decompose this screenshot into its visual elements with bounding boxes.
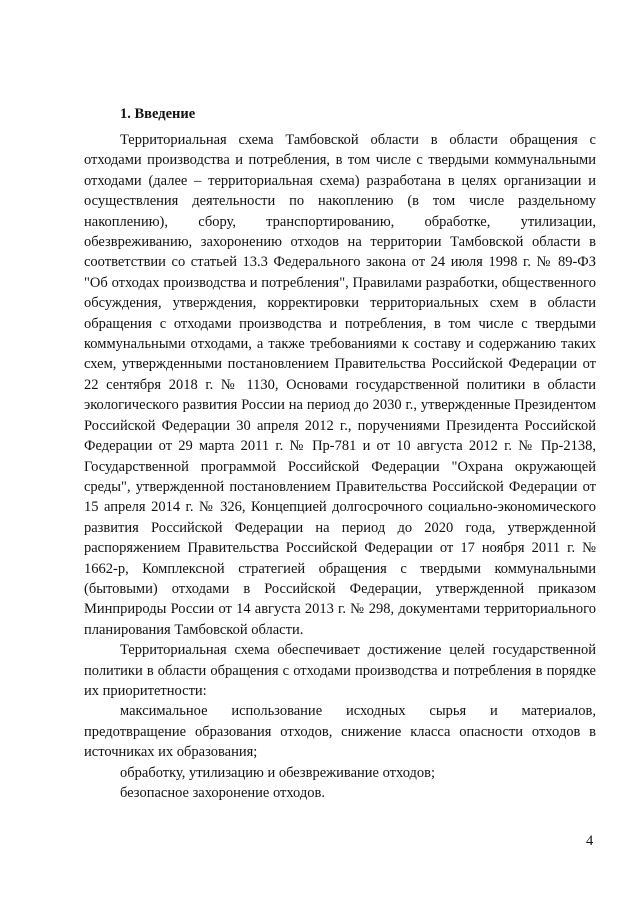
goals-paragraph: Территориальная схема обеспечивает достижение целей государственной политики в области обращения с отходами производства и потребления в порядке их приоритетности:	[84, 642, 596, 699]
document-page	[84, 104, 596, 803]
list-item: обработку, утилизацию и обезвреживание отходов;	[120, 764, 436, 781]
list-item: максимальное использование исходных сырья и материалов, предотвращение образования отходов, снижение класса опасности отходов в источниках их образования;	[84, 703, 596, 761]
intro-paragraph: Территориальная схема Тамбовской области в области обращения с отходами производства и потребления, в том числе с твердыми коммунальными отходами (далее – территориальная схема) разработана в целях организации и осуществления деятельности по накоплению (в том числе раздельному накоплению), сбору, транспортированию, обработке, утилизации, обезвреживанию, захоронению отходов на территории Тамбовской области в соответствии со статьей 13.3 Федерального закона от 24 июля 1998 г. № 89-ФЗ "Об отходах производства и потребления", Правилами разработки, общественного обсуждения, утверждения, корректировки территориальных схем в области обращения с отходами производства и потребления, в том числе с твердыми коммунальными отходами, а также требованиями к составу и содержанию таких схем, утвержденными постановлением Правительства Российской Федерации от 22 сентября 2018 г. № 1130, Основами государственной политики в области экологического развития России на период до 2030 г., утвержденные Президентом Российской Федерации 30 апреля 2012 г., поручениями Президента Российской Федерации от 29 марта 2011 г. № Пр-781 и от 10 августа 2012 г. № Пр-2138, Государственной программой Российской Федерации "Охрана окружающей среды", утвержденной постановлением Правительства Российской Федерации от 15 апреля 2014 г. № 326, Концепцией долгосрочного социально-экономического развития Российской Федерации на период до 2020 года, утвержденной распоряжением Правительства Российской Федерации от 17 ноября 2011 г. № 1662-р, Комплексной стратегией обращения с твердыми коммунальными (бытовыми) отходами в Российской Федерации, утвержденной приказом Минприроды России от 14 августа 2013 г. № 298, документами территориального планирования Тамбовской области.	[84, 132, 596, 638]
list-item: безопасное захоронение отходов.	[120, 785, 325, 801]
page-number: 4	[586, 833, 594, 849]
section-heading: 1. Введение	[120, 106, 196, 122]
